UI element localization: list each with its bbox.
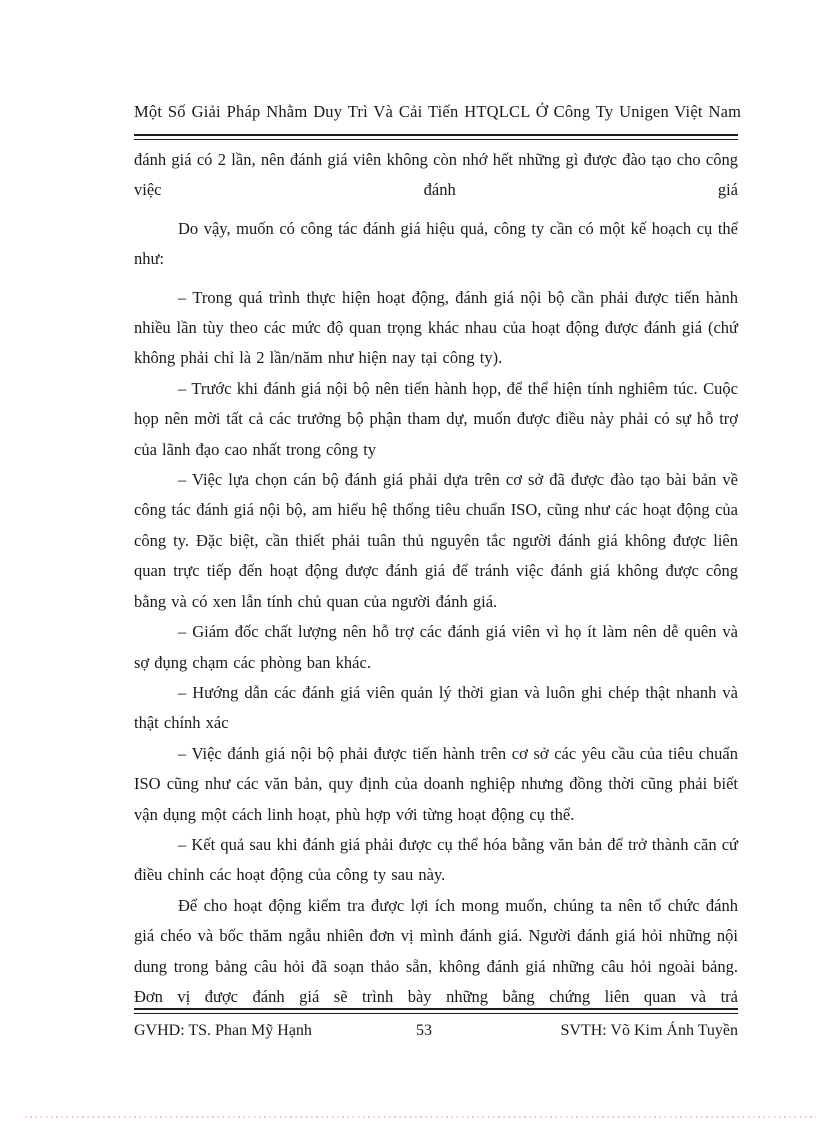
footer-advisor: GVHD: TS. Phan Mỹ Hạnh	[134, 1022, 312, 1039]
body-paragraph-dash: – Kết quả sau khi đánh giá phải được cụ thể hóa bằng văn bản để trở thành căn cứ điều chỉnh các hoạt động của công ty sau này.	[134, 834, 738, 885]
header-title: Một Số Giải Pháp Nhằm Duy Trì Và Cải Tiến HTQLCL Ở Công Ty Unigen Việt Nam	[134, 102, 742, 121]
header-double-rule	[134, 134, 738, 140]
page-body	[134, 145, 738, 1012]
body-paragraph-dash: – Trước khi đánh giá nội bộ nên tiến hành họp, để thể hiện tính nghiêm túc. Cuộc họp nên mời tất cả các trưởng bộ phận tham dự, muốn được điều này phải có sự hỗ trợ của lãnh đạo cao nhất trong công ty	[134, 378, 738, 459]
footer-page-number: 53	[416, 1022, 432, 1039]
page-edge-dotted-line	[25, 1116, 816, 1118]
page-footer	[134, 1008, 738, 1041]
page-header	[134, 101, 742, 140]
body-paragraph: Do vậy, muốn có công tác đánh giá hiệu quả, công ty cần có một kế hoạch cụ thể như:	[134, 218, 738, 269]
body-paragraph-dash: – Trong quá trình thực hiện hoạt động, đánh giá nội bộ cần phải được tiến hành nhiều lần tùy theo các mức độ quan trọng khác nhau của hoạt động được đánh giá (chứ không phải chỉ là 2 lần/năm như hiện nay tại công ty).	[134, 287, 738, 368]
body-paragraph-dash: – Việc lựa chọn cán bộ đánh giá phải dựa trên cơ sở đã được đào tạo bài bản về công tác đánh giá nội bộ, am hiểu hệ thống tiêu chuẩn ISO, cũng như các hoạt động của công ty. Đặc biệt, cần thiết phải tuân thủ nguyên tắc người đánh giá không được liên quan trực tiếp đến hoạt động được đánh giá để tránh việc đánh giá không được công bằng và có xen lẫn tính chủ quan của người đánh giá.	[134, 470, 738, 611]
body-paragraph-dash: – Việc đánh giá nội bộ phải được tiến hành trên cơ sở các yêu cầu của tiêu chuẩn ISO cũng như các văn bản, quy định của doanh nghiệp nhưng đồng thời cũng phải biết vận dụng một cách linh hoạt, phù hợp với từng hoạt động cụ thể.	[134, 743, 738, 824]
content-column	[134, 101, 742, 1012]
body-paragraph-dash: – Hướng dẫn các đánh giá viên quản lý thời gian và luôn ghi chép thật nhanh và thật chính xác	[134, 682, 738, 733]
footer-row	[134, 1021, 738, 1041]
body-paragraph-dash: – Giám đốc chất lượng nên hỗ trợ các đánh giá viên vì họ ít làm nên dễ quên và sợ đụng chạm các phòng ban khác.	[134, 622, 738, 672]
body-paragraph: đánh giá có 2 lần, nên đánh giá viên không còn nhớ hết những gì được đào tạo cho công việc đánh giá	[134, 150, 738, 200]
body-paragraph: Để cho hoạt động kiểm tra được lợi ích mong muốn, chúng ta nên tổ chức đánh giá chéo và bốc thăm ngẫu nhiên đơn vị mình đánh giá. Người đánh giá hỏi những nội dung trong bảng câu hỏi đã soạn thảo sẵn, không đánh giá những câu hỏi ngoài bảng. Đơn vị được đánh giá sẽ trình bày những bằng chứng liên quan và trả	[134, 895, 738, 1006]
footer-double-rule	[134, 1008, 738, 1014]
footer-student: SVTH: Võ Kim Ánh Tuyền	[560, 1022, 738, 1039]
